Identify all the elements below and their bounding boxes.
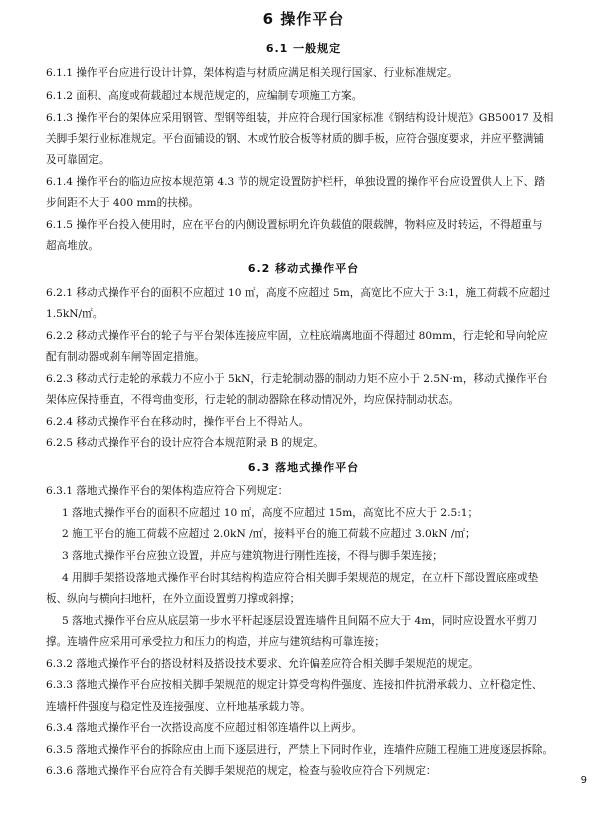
clause-item-line: 2 施工平台的施工荷载不应超过 2.0kN /㎡，接料平台的施工荷载不应超过 3.0kN /㎡； [62,528,476,540]
clause-line: 连墙杆件强度与稳定性及连接强度、立杆地基承载力等。 [46,701,311,713]
clause-line: 板、纵向与横向扫地杆，在外立面设置剪刀撑或斜撑； [46,593,301,605]
clause-line: 6.1.4 操作平台的临边应按本规范第 4.3 节的规定设置防护栏杆，单独设置的操作平台应设置供人上下、踏 [46,176,545,188]
clause-line: 6.2.2 移动式操作平台的轮子与平台架体连接应牢固，立柱底端离地面不得超过 80mm，行走轮和导向轮应 [46,330,548,342]
clause-line: 6.1.1 操作平台应进行设计计算，架体构造与材质应满足相关现行国家、行业标准规定。 [46,67,458,79]
clause-item-line: 4 用脚手架搭设落地式操作平台时其结构构造应符合相关脚手架规范的规定，在立杆下部设置底座或垫 [62,572,539,584]
clause-line: 1.5kN/㎡。 [46,308,104,320]
clause-item-line: 5 落地式操作平台应从底层第一步水平杆起逐层设置连墙件且间隔不应大于 4m，同时应设置水平剪刀 [62,615,538,627]
clause-line: 6.3.4 落地式操作平台一次搭设高度不应超过相邻连墙件以上两步。 [46,722,363,734]
chapter-title: 6 操作平台 [262,10,345,28]
clause-line: 6.3.6 落地式操作平台应符合有关脚手架规范的规定，检查与验收应符合下列规定： [46,765,437,777]
clause-item-line: 3 落地式操作平台应独立设置，并应与建筑物进行刚性连接，不得与脚手架连接； [62,550,443,562]
clause-line: 超高堆放。 [46,240,99,252]
clause-line: 6.2.3 移动式行走轮的承载力不应小于 5kN，行走轮制动器的制动力矩不应小于 2.5N·m，移动式操作平台 [46,373,548,385]
clause-line: 步间距不大于 400 mm的扶梯。 [46,197,199,209]
section-title-6-1: 6.1 一般规定 [265,42,342,55]
clause-line: 6.2.4 移动式操作平台在移动时，操作平台上不得站人。 [46,416,310,428]
clause-line: 6.1.3 操作平台的架体应采用钢管、型钢等组装，并应符合现行国家标准《钢结构设计规范》GB50017 及相 [46,112,554,124]
clause-line: 6.3.1 落地式操作平台的架体构造应符合下列规定： [46,485,289,497]
clause-line: 配有制动器或刹车闸等固定措施。 [46,351,205,363]
clause-item-line: 1 落地式操作平台的面积不应超过 10 ㎡，高度不应超过 15m，高宽比不应大于 2.5:1； [62,507,479,519]
clause-line: 6.2.5 移动式操作平台的设计应符合本规范附录 B 的规定。 [46,437,324,449]
clause-line: 架体应保持垂直，不得弯曲变形，行走轮的制动器除在移动情况外，均应保持制动状态。 [46,394,460,406]
clause-line: 6.1.5 操作平台投入使用时，应在平台的内侧设置标明允许负载值的限载牌，物料应及时转运，不得超重与 [46,219,543,231]
section-title-6-2: 6.2 移动式操作平台 [247,262,360,275]
clause-line: 及可靠固定。 [46,154,110,166]
clause-line: 6.3.2 落地式操作平台的搭设材料及搭设技术要求、允许偏差应符合相关脚手架规范的规定。 [46,658,479,670]
clause-line: 6.2.1 移动式操作平台的面积不应超过 10 ㎡，高度不应超过 5m，高宽比不应大于 3:1，施工荷载不应超过 [46,287,551,299]
clause-line: 6.1.2 面积、高度或荷载超过本规范规定的，应编制专项施工方案。 [46,90,363,102]
clause-line: 关脚手架行业标准规定。平台面铺设的钢、木或竹胶合板等材质的脚手板，应符合强度要求，并应平整满铺 [46,133,544,145]
page-number: 9 [580,775,587,786]
clause-line: 6.3.5 落地式操作平台的拆除应由上而下逐层进行，严禁上下同时作业，连墙件应随工程施工进度逐层拆除。 [46,744,554,756]
clause-line: 撑。连墙件应采用可承受拉力和压力的构造，并应与建筑结构可靠连接； [46,636,385,648]
section-title-6-3: 6.3 落地式操作平台 [247,461,360,474]
clause-line: 6.3.3 落地式操作平台应按相关脚手架规范的规定计算受弯构件强度、连接扣件抗滑承载力、立杆稳定性、 [46,679,543,691]
